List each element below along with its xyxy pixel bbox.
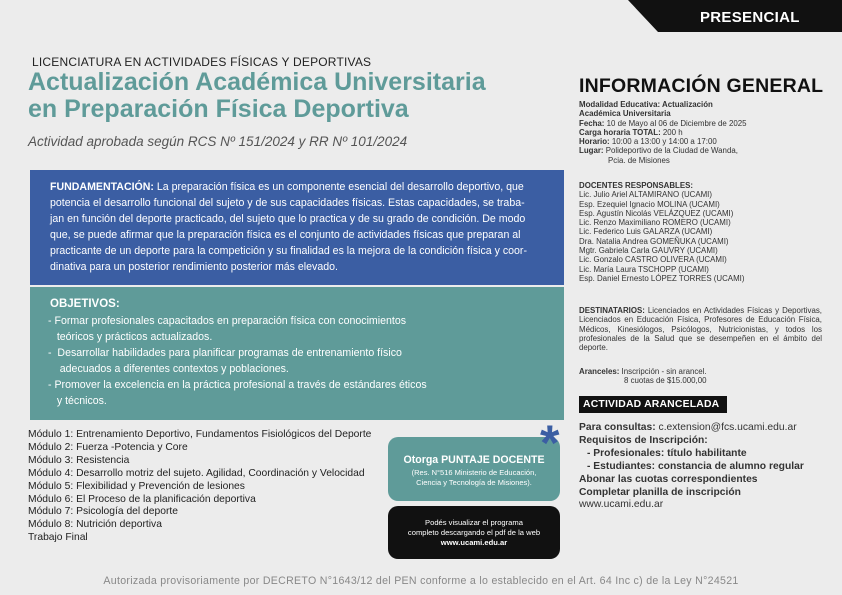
docente-item: Esp. Daniel Ernesto LÓPEZ TORRES (UCAMI)	[579, 273, 745, 283]
fund-line: que, se puede afirmar que la preparación física es el conjunto de actividades físicas que preparan al	[50, 229, 521, 241]
fund-line: FUNDAMENTACIÓN: La preparación física es un componente esencial del desarrollo deportivo, que	[50, 181, 524, 193]
objetivo-line: - Formar profesionales capacitados en preparación física con conocimientos	[48, 315, 407, 327]
fund-line: dinativa para un posterior rendimiento posterior más elevado.	[50, 261, 338, 273]
docente-item: Lic. Gonzalo CASTRO OLIVERA (UCAMI)	[579, 255, 727, 265]
module-item: Módulo 3: Resistencia	[28, 454, 130, 466]
objetivos-heading: OBJETIVOS:	[50, 298, 120, 310]
docente-item: Lic. Renzo Maximiliano ROMERO (UCAMI)	[579, 218, 731, 228]
fund-line: practicante de un deporte para la competición y su finalidad es la mejora de la condición física y coor-	[50, 245, 527, 257]
asterisk-icon: *	[540, 415, 560, 471]
fund-line: potencia el desarrollo funcional del sujeto y de sus capacidades físicas. Estas capacidades, se traba-	[50, 197, 525, 209]
fund-line: jan en función del deporte practicado, del sujeto que lo practica y de su grado de condición. De modo	[50, 213, 526, 225]
fundamentacion-panel	[30, 170, 564, 285]
module-item: Módulo 8: Nutrición deportiva	[28, 519, 162, 531]
docente-item: Mgtr. Gabriela Carla GAUVRY (UCAMI)	[579, 246, 718, 256]
objetivo-line: adecuados a diferentes contextos y poblaciones.	[48, 363, 289, 375]
puntaje-title: Otorga PUNTAJE DOCENTE	[403, 454, 545, 466]
aranceles: Aranceles: Inscripción - sin arancel. 8 cuotas de $15.000,00	[579, 367, 707, 386]
module-item: Módulo 7: Psicología del deporte	[28, 506, 178, 518]
general-info: Modalidad Educativa: Actualización Académica Universitaria Fecha: 10 de Mayo al 06 de Diciembre de 2025 Carga horaria TOTAL: 200 h Horario: 10:00 a 13:00 y 14:00 a 17:00 Lugar: Polideportivo de la Ciudad de Wanda, Pcia. de Misiones	[579, 100, 747, 165]
modality-tab	[628, 0, 842, 32]
puntaje-resolution: (Res. N°516 Ministerio de Educación, Ciencia y Tecnología de Misiones).	[411, 468, 537, 487]
objetivo-line: - Promover la excelencia en la práctica profesional a través de estándares éticos	[48, 379, 427, 391]
contact-email[interactable]: c.extension@fcs.ucami.edu.ar	[655, 422, 797, 433]
arancelada-badge: ACTIVIDAD ARANCELADA	[579, 396, 727, 413]
pdf-link[interactable]: www.ucami.edu.ar	[440, 538, 508, 547]
modules-list	[28, 429, 371, 545]
objetivos-panel	[30, 287, 564, 420]
docente-item: Lic. María Laura TSCHOPP (UCAMI)	[579, 264, 709, 274]
docente-item: Dra. Natalia Andrea GOMEÑUKA (UCAMI)	[579, 236, 729, 246]
docente-item: Esp. Agustín Nicolás VELÁZQUEZ (UCAMI)	[579, 208, 734, 218]
modality-label: PRESENCIAL	[700, 9, 800, 26]
module-item: Módulo 5: Flexibilidad y Prevención de lesiones	[28, 480, 245, 492]
objetivo-line: y técnicos.	[48, 395, 107, 407]
docentes-list: DOCENTES RESPONSABLES: Lic. Julio Ariel ALTAMIRANO (UCAMI) Esp. Ezequiel Ignacio MOLINA (UCAMI) Esp. Agustín Nicolás VELÁZQUEZ (UCAMI) Lic. Renzo Maximiliano ROMERO (UCAMI) Lic. Federico Luis GALARZA (UCAMI) Dra. Natalia Andrea GOMEÑUKA (UCAMI) Mgtr. Gabriela Carla GAUVRY (UCAMI) Lic. Gonzalo CASTRO OLIVERA (UCAMI) Lic. María Laura TSCHOPP (UCAMI) Esp. Daniel Ernesto LÓPEZ TORRES (UCAMI)	[579, 181, 745, 283]
objetivo-line: - Desarrollar habilidades para planificar programas de entrenamiento físico	[48, 347, 402, 359]
destinatarios: DESTINATARIOS: Licenciados en Actividades Físicas y Deportivas, Licenciados en Educación Física, Profesores de Educación Física, Médicos, Kinesiólogos, Psicólogos, Nutricionistas, y todos los profesionales de la Salud que se desempeñen en el ámbito del deporte.	[579, 306, 822, 353]
module-item: Módulo 6: El Proceso de la planificación deportiva	[28, 493, 256, 505]
module-item: Módulo 4: Desarrollo motriz del sujeto. Agilidad, Coordinación y Velocidad	[28, 467, 365, 479]
pdf-download-box: Podés visualizar el programa completo descargando el pdf de la web www.ucami.edu.ar	[388, 506, 560, 559]
program-kicker: LICENCIATURA EN ACTIVIDADES FÍSICAS Y DEPORTIVAS	[32, 55, 372, 69]
website-link[interactable]: www.ucami.edu.ar	[579, 499, 664, 511]
puntaje-docente-box	[388, 437, 560, 501]
page-title: Actualización Académica Universitaria en Preparación Física Deportiva	[28, 68, 486, 123]
legal-footer: Autorizada provisoriamente por DECRETO N°1643/12 del PEN conforme a lo establecido en el Art. 64 Inc c) de la Ley N°24521	[103, 575, 739, 587]
module-item: Módulo 2: Fuerza -Potencia y Core	[28, 441, 188, 453]
module-item: Módulo 1: Entrenamiento Deportivo, Fundamentos Fisiológicos del Deporte	[28, 429, 372, 440]
docente-item: Lic. Julio Ariel ALTAMIRANO (UCAMI)	[579, 190, 712, 200]
info-heading: INFORMACIÓN GENERAL	[579, 75, 824, 97]
objetivo-line: teóricos y prácticos actualizados.	[48, 331, 213, 343]
consultas-section: Para consultas: c.extension@fcs.ucami.edu.ar Requisitos de Inscripción: - Profesionales: título habilitante - Estudiantes: constancia de alumno regular Abonar las cuotas correspondientes Completar planilla de inscripción www.ucami.edu.ar	[579, 422, 804, 511]
approval-subtitle: Actividad aprobada según RCS Nº 151/2024 y RR Nº 101/2024	[28, 134, 408, 149]
docente-item: Lic. Federico Luis GALARZA (UCAMI)	[579, 227, 713, 237]
module-item: Trabajo Final	[28, 532, 88, 544]
docente-item: Esp. Ezequiel Ignacio MOLINA (UCAMI)	[579, 199, 720, 209]
